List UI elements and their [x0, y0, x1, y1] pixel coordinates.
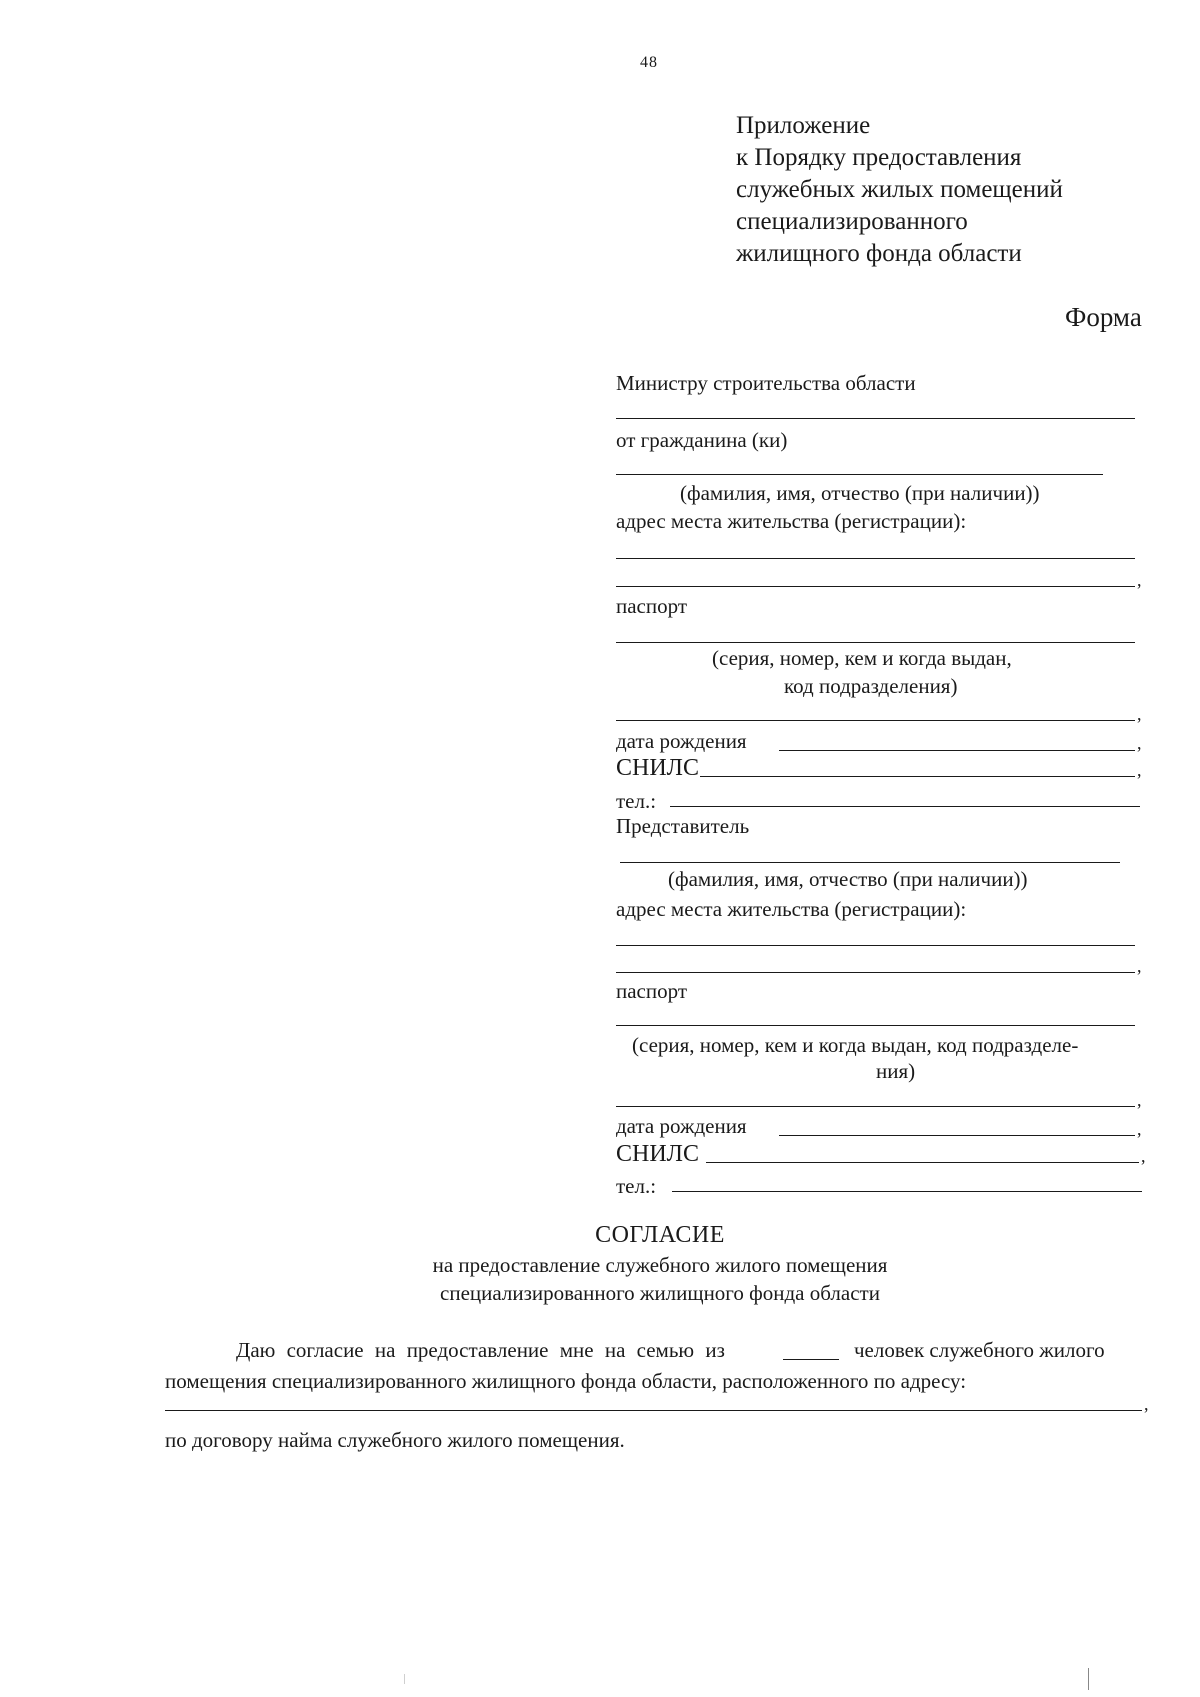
rep-address-line-2[interactable] — [616, 972, 1135, 973]
fio-hint: (фамилия, имя, отчество (при наличии)) — [680, 481, 1040, 505]
appendix-line: служебных жилых помещений — [736, 176, 1063, 203]
comma: , — [1137, 956, 1142, 976]
consent-subtitle: специализированного жилищного фонда области — [440, 1281, 880, 1305]
appendix-line: специализированного — [736, 208, 968, 235]
property-address-line[interactable] — [165, 1410, 1142, 1411]
citizen-name-line[interactable] — [616, 474, 1103, 475]
comma: , — [1137, 760, 1142, 780]
rep-phone-line[interactable] — [672, 1191, 1142, 1192]
consent-text: по договору найма служебного жилого помещения. — [165, 1428, 625, 1452]
passport-hint: код подразделения) — [784, 674, 958, 698]
snils-line[interactable] — [700, 776, 1135, 777]
address-line-1[interactable] — [616, 558, 1135, 559]
consent-subtitle: на предоставление служебного жилого помещения — [432, 1253, 888, 1277]
comma: , — [1144, 1394, 1149, 1414]
comma: , — [1137, 704, 1142, 724]
rep-snils-label: СНИЛС — [616, 1141, 699, 1167]
birth-date-line[interactable] — [779, 750, 1135, 751]
addressee-blank-line[interactable] — [616, 418, 1135, 419]
appendix-line: жилищного фонда области — [736, 240, 1022, 267]
consent-text: человек служебного жилого — [854, 1338, 1105, 1362]
rep-passport-line-2[interactable] — [616, 1106, 1135, 1107]
appendix-line: к Порядку предоставления — [736, 144, 1022, 171]
rep-passport-line[interactable] — [616, 1025, 1135, 1026]
consent-title: СОГЛАСИЕ — [595, 1222, 725, 1248]
comma: , — [1137, 570, 1142, 590]
snils-label: СНИЛС — [616, 755, 699, 781]
from-citizen-label: от гражданина (ки) — [616, 428, 788, 452]
comma: , — [1137, 1090, 1142, 1110]
representative-name-line[interactable] — [620, 862, 1120, 863]
rep-birth-date-line[interactable] — [779, 1135, 1135, 1136]
phone-line[interactable] — [670, 806, 1140, 807]
passport-hint: (серия, номер, кем и когда выдан, — [712, 646, 1012, 670]
address-label: адрес места жительства (регистрации): — [616, 509, 967, 533]
scan-mark — [404, 1674, 405, 1684]
scan-mark — [1088, 1668, 1089, 1690]
consent-text: помещения специализированного жилищного фонда области, расположенного по адресу: — [165, 1369, 967, 1393]
rep-passport-hint: (серия, номер, кем и когда выдан, код подразделе- — [632, 1033, 1079, 1057]
rep-passport-label: паспорт — [616, 979, 688, 1003]
rep-address-label: адрес места жительства (регистрации): — [616, 897, 967, 921]
addressee-text: Министру строительства области — [616, 371, 916, 395]
passport-line-2[interactable] — [616, 720, 1135, 721]
rep-birth-date-label: дата рождения — [616, 1114, 747, 1138]
phone-label: тел.: — [616, 789, 657, 813]
family-count-line[interactable] — [783, 1359, 839, 1360]
rep-phone-label: тел.: — [616, 1174, 657, 1198]
passport-label: паспорт — [616, 594, 688, 618]
comma: , — [1141, 1146, 1146, 1166]
appendix-line: Приложение — [736, 112, 871, 139]
rep-fio-hint: (фамилия, имя, отчество (при наличии)) — [668, 867, 1028, 891]
consent-text: Даю согласие на предоставление мне на семью из — [236, 1338, 725, 1362]
comma: , — [1137, 1119, 1142, 1139]
page-number: 48 — [640, 54, 658, 71]
rep-snils-line[interactable] — [706, 1162, 1139, 1163]
comma: , — [1137, 733, 1142, 753]
representative-label: Представитель — [616, 814, 750, 838]
rep-address-line-1[interactable] — [616, 945, 1135, 946]
rep-passport-hint: ния) — [876, 1059, 916, 1083]
form-label: Форма — [1065, 302, 1142, 332]
address-line-2[interactable] — [616, 586, 1135, 587]
appendix-heading — [736, 110, 1063, 270]
passport-line[interactable] — [616, 642, 1135, 643]
birth-date-label: дата рождения — [616, 729, 747, 753]
